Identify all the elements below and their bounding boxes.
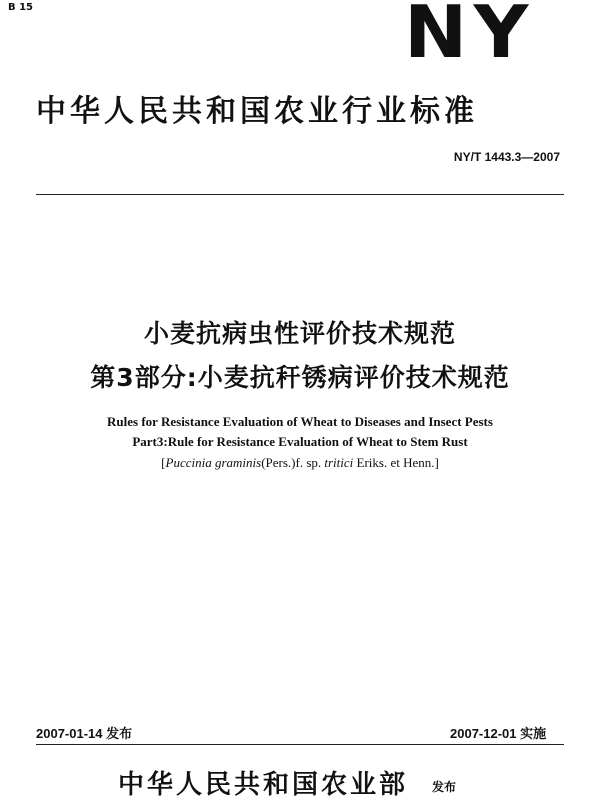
publisher-suffix: 发布 bbox=[432, 780, 457, 794]
bracket-open: [ bbox=[161, 455, 166, 470]
title-en-scientific-name bbox=[0, 455, 600, 471]
title-en-line1: Rules for Resistance Evaluation of Wheat to Diseases and Insect Pests bbox=[107, 414, 493, 429]
title-cn-line1: 小麦抗病虫性评价技术规范 bbox=[143, 319, 456, 348]
title-cn-line2: 第3部分:小麦抗秆锈病评价技术规范 bbox=[90, 363, 510, 392]
title-en-line2: Part3:Rule for Resistance Evaluation of Wheat to Stem Rust bbox=[132, 434, 468, 449]
header-divider bbox=[36, 194, 564, 195]
sci-author-end: Eriks. et Henn. bbox=[353, 455, 435, 470]
footer-divider bbox=[36, 744, 564, 745]
classification-code: B 15 bbox=[8, 2, 34, 13]
standard-number: NY/T 1443.3—2007 bbox=[453, 150, 560, 164]
sci-genus: Puccinia graminis bbox=[165, 455, 262, 470]
publisher-name: 中华人民共和国农业部 bbox=[118, 770, 409, 800]
ny-logo: NY bbox=[404, 0, 535, 74]
bracket-close: ] bbox=[434, 455, 439, 470]
sci-forma: tritici bbox=[324, 455, 354, 470]
implement-date: 2007-12-01 实施 bbox=[450, 726, 547, 741]
standard-organization-title: 中华人民共和国农业行业标准 bbox=[36, 94, 478, 129]
issue-date: 2007-01-14 发布 bbox=[36, 726, 133, 741]
sci-authority: (Pers.)f. sp. bbox=[261, 455, 325, 470]
